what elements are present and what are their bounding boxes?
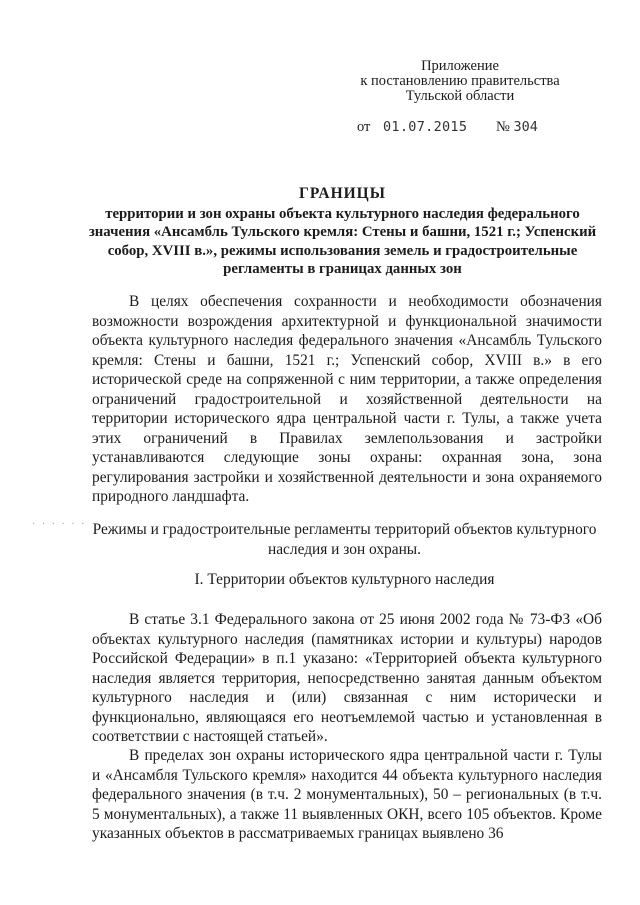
paragraph-law-article: В статье 3.1 Федерального закона от 25 июня 2002 года № 73-ФЗ «Об объектах культурного наследия (памятниках истории и культуры) народов Российской Федерации» в п.1 указано: «Территорией объекта культурного наследия является территория, непосредственно занятая данным объектом культурного наследия и (или) связанная с ним исторически и функционально, являющаяся его неотъемлемой частью и установленная в соответствии с настоящей статьей». xyxy=(92,611,602,745)
document-title xyxy=(85,185,600,279)
appendix-line-2: к постановлению правительства xyxy=(360,73,560,89)
paragraph-objects-count: В пределах зон охраны исторического ядра центральной части г. Тулы и «Ансамбля Тульского кремля» находится 44 объекта культурного наследия федерального значения (в т.ч. 2 монументальных), 50 – региональных (в т.ч. 5 монументальных), а также 11 выявленных ОКН, всего 105 объектов. Кроме указанных объектов в рассматриваемых границах выявлено 36 xyxy=(92,747,602,842)
number-sign: № xyxy=(496,119,510,135)
title-subtitle: территории и зон охраны объекта культурного наследия федерального значения «Ансамбль Тульского кремля: Стены и башни, 1521 г.; Успенский собор, XVIII в.», режимы использования земель и градостроительные регламенты в границах данных зон xyxy=(88,205,597,277)
document-number xyxy=(496,119,538,136)
date-prefix: от xyxy=(357,119,371,135)
appendix-line-1: Приложение xyxy=(421,58,499,74)
subsection-heading: I. Территории объектов культурного наследия xyxy=(194,571,495,588)
scan-mark-dots: · · · · · · xyxy=(32,519,87,530)
intro-paragraph: В целях обеспечения сохранности и необходимости обозначения возможности возрождения архитектурной и функциональной значимости объекта культурного наследия федерального значения «Ансамбль Тульского кремля: Стены и башни, 1521 г.; Успенский собор, XVIII в.» в его исторической среде на сопряженной с ним территории, а также определения ограничений градостроительной и хозяйственной деятельности на территории исторического ядра центральной части г. Тулы, а также учета этих ограничений в Правилах землепользования и застройки устанавливаются следующие зоны охраны: охранная зона, зона регулирования застройки и хозяйственной деятельности и зона охраняемого природного ландшафта. xyxy=(92,293,602,505)
appendix-line-3: Тульской области xyxy=(405,88,515,104)
section-heading: Режимы и градостроительные регламенты территорий объектов культурного наследия и зон охраны. xyxy=(92,521,597,558)
title-main: ГРАНИЦЫ xyxy=(299,185,386,202)
document-date: 01.07.2015 xyxy=(383,119,468,135)
appendix-header xyxy=(360,59,560,104)
number-value: 304 xyxy=(513,119,538,135)
